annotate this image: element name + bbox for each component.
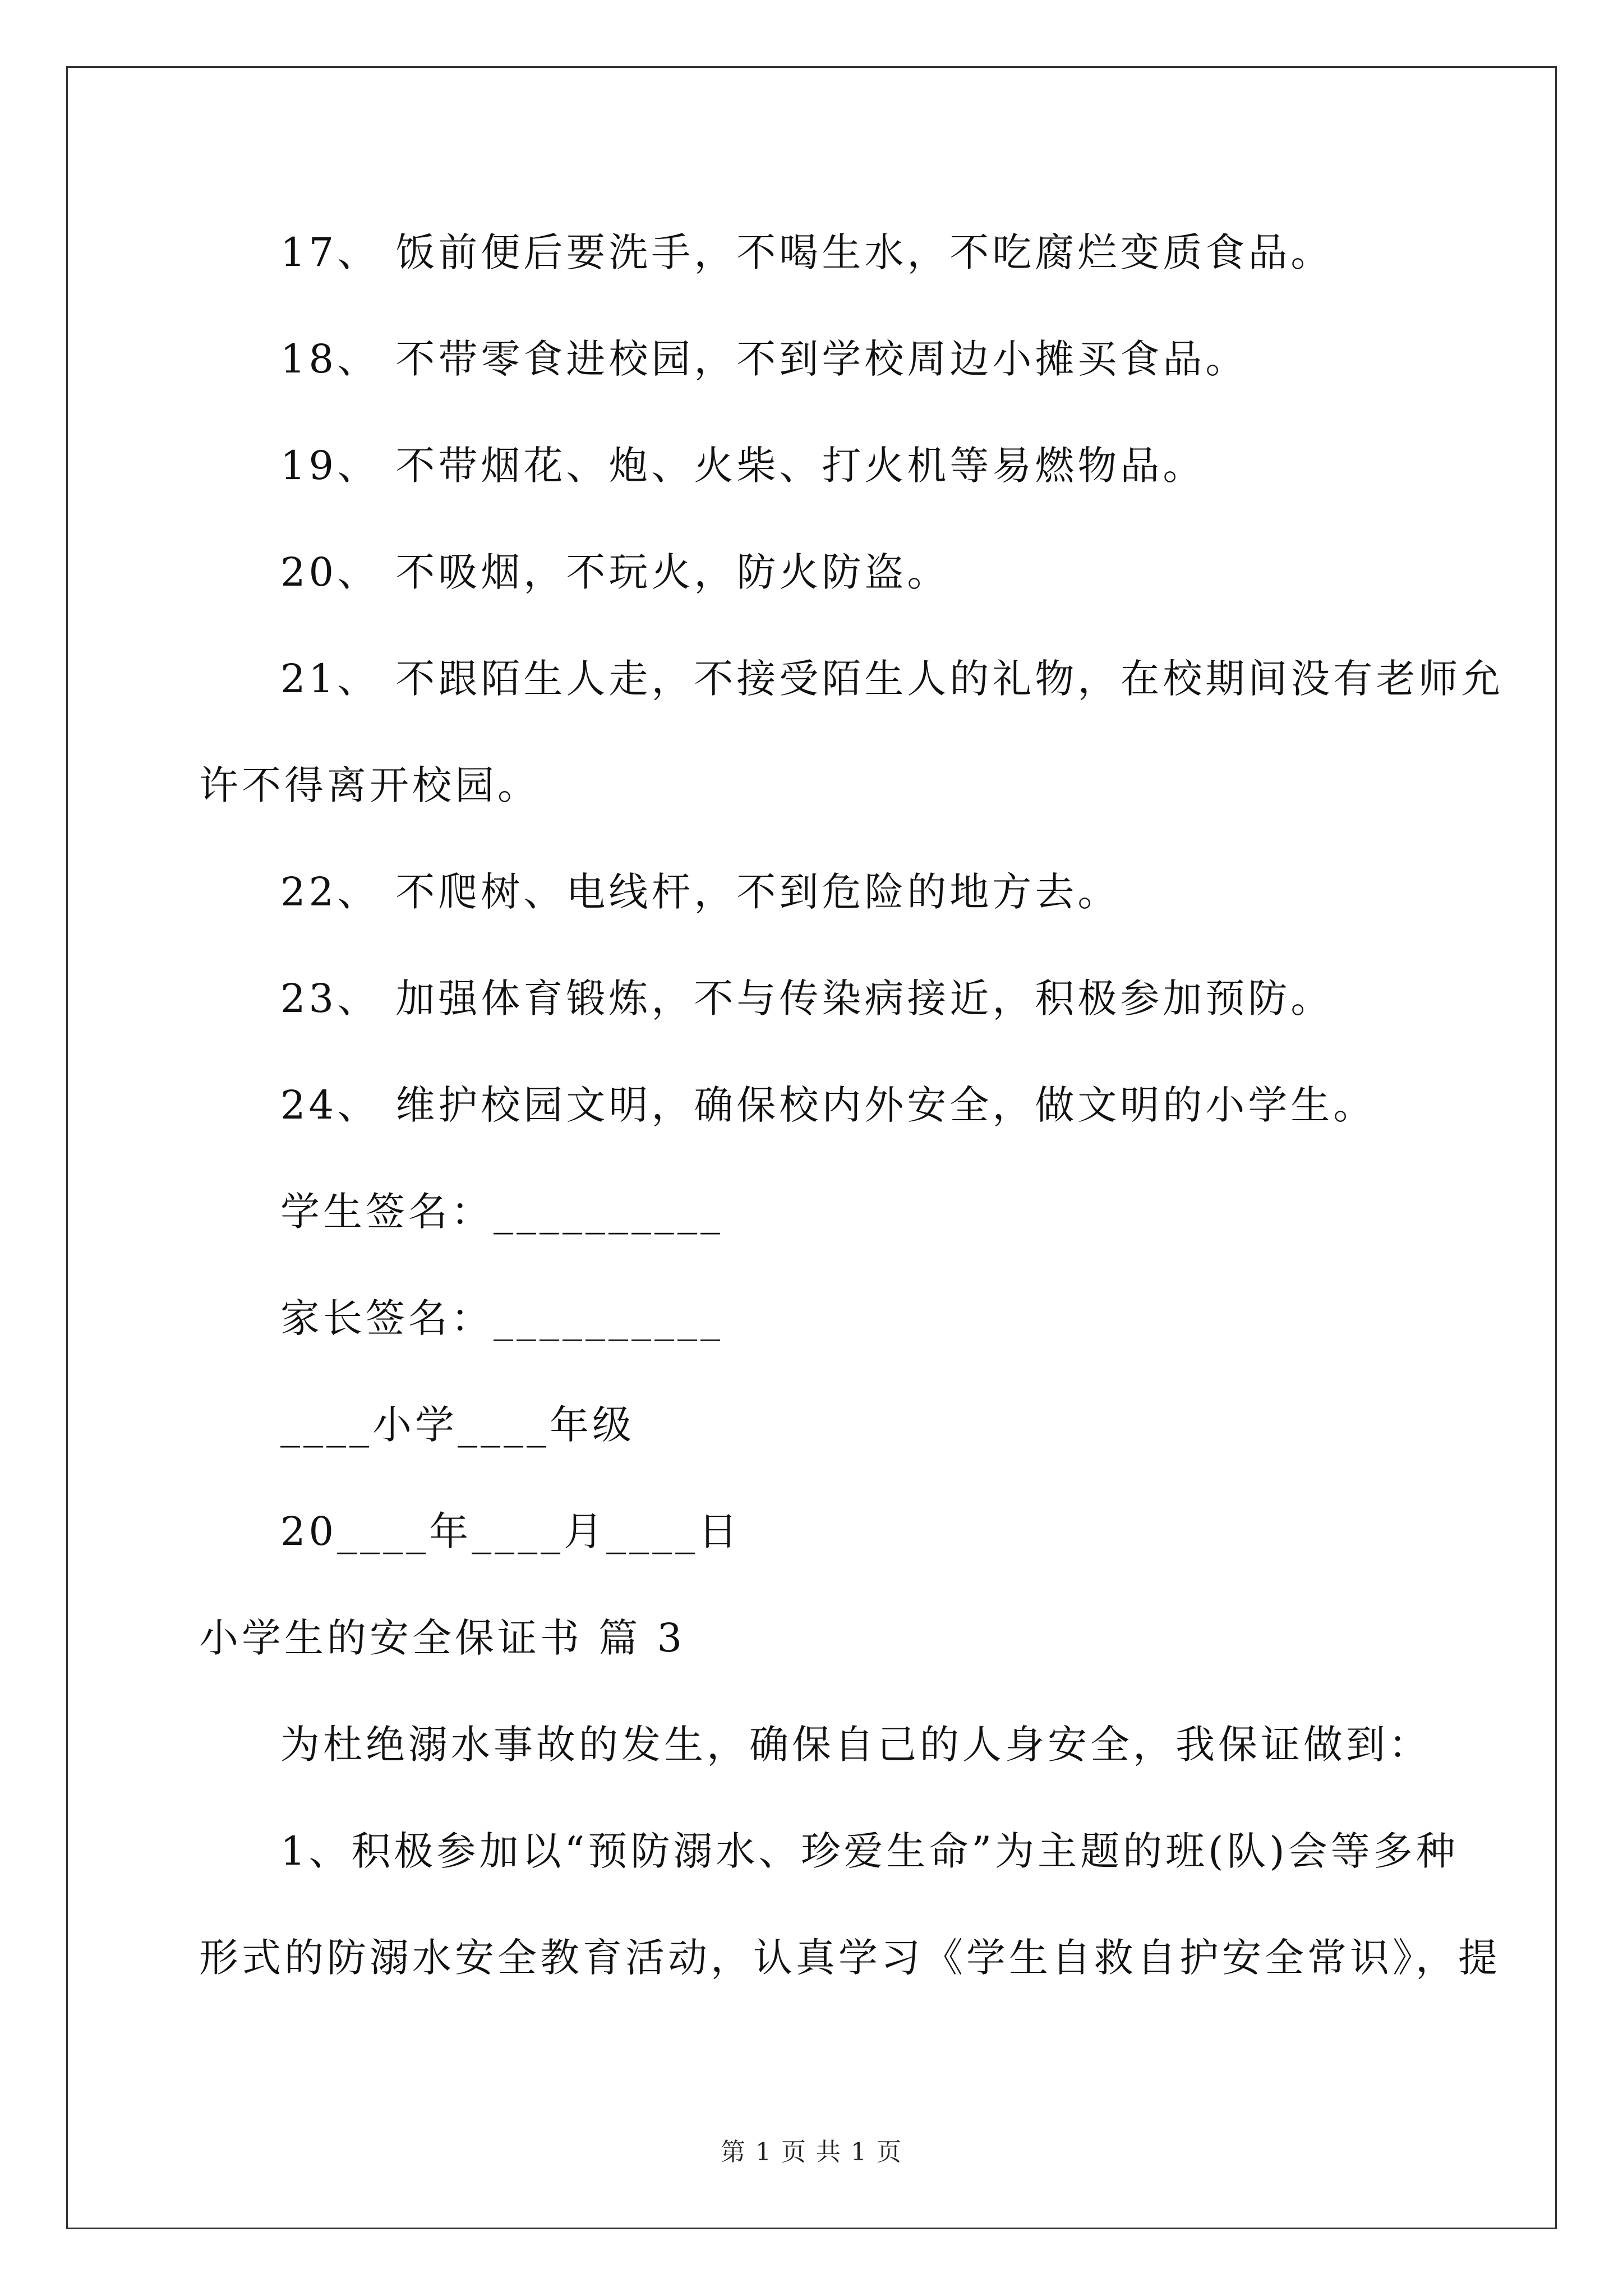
section-3-heading: 小学生的安全保证书 篇 3 [199,1615,686,1661]
date-line: 20____年____月____日 [280,1508,741,1554]
school-grade-line: ____小学____年级 [280,1402,635,1448]
item-18: 18、 不带零食进校园，不到学校周边小摊买食品。 [280,336,1248,382]
parent-signature: 家长签名：__________ [280,1295,723,1341]
item-22: 22、 不爬树、电线杆，不到危险的地方去。 [280,869,1121,915]
item-17: 17、 饭前便后要洗手，不喝生水，不吃腐烂变质食品。 [280,229,1334,275]
section-3-item-1-line-2: 形式的防溺水安全教育活动，认真学习《学生自救自护安全常识》，提 [199,1935,1501,1981]
item-21-line-2: 许不得离开校园。 [199,762,540,808]
page-footer: 第 1 页 共 1 页 [721,2138,902,2166]
item-24: 24、 维护校园文明，确保校内外安全，做文明的小学生。 [280,1082,1376,1128]
item-19: 19、 不带烟花、炮、火柴、打火机等易燃物品。 [280,443,1206,489]
item-23: 23、 加强体育锻炼，不与传染病接近，积极参加预防。 [280,976,1334,1022]
student-signature: 学生签名：__________ [280,1189,723,1235]
item-20: 20、 不吸烟，不玩火，防火防盗。 [280,549,950,595]
page-frame [66,66,1557,2229]
section-3-intro: 为杜绝溺水事故的发生，确保自己的人身安全，我保证做到： [280,1722,1431,1768]
section-3-item-1-line-1: 1、积极参加以“预防溺水、珍爱生命”为主题的班(队)会等多种 [280,1828,1459,1874]
item-21-line-1: 21、 不跟陌生人走，不接受陌生人的礼物，在校期间没有老师允 [280,656,1504,702]
